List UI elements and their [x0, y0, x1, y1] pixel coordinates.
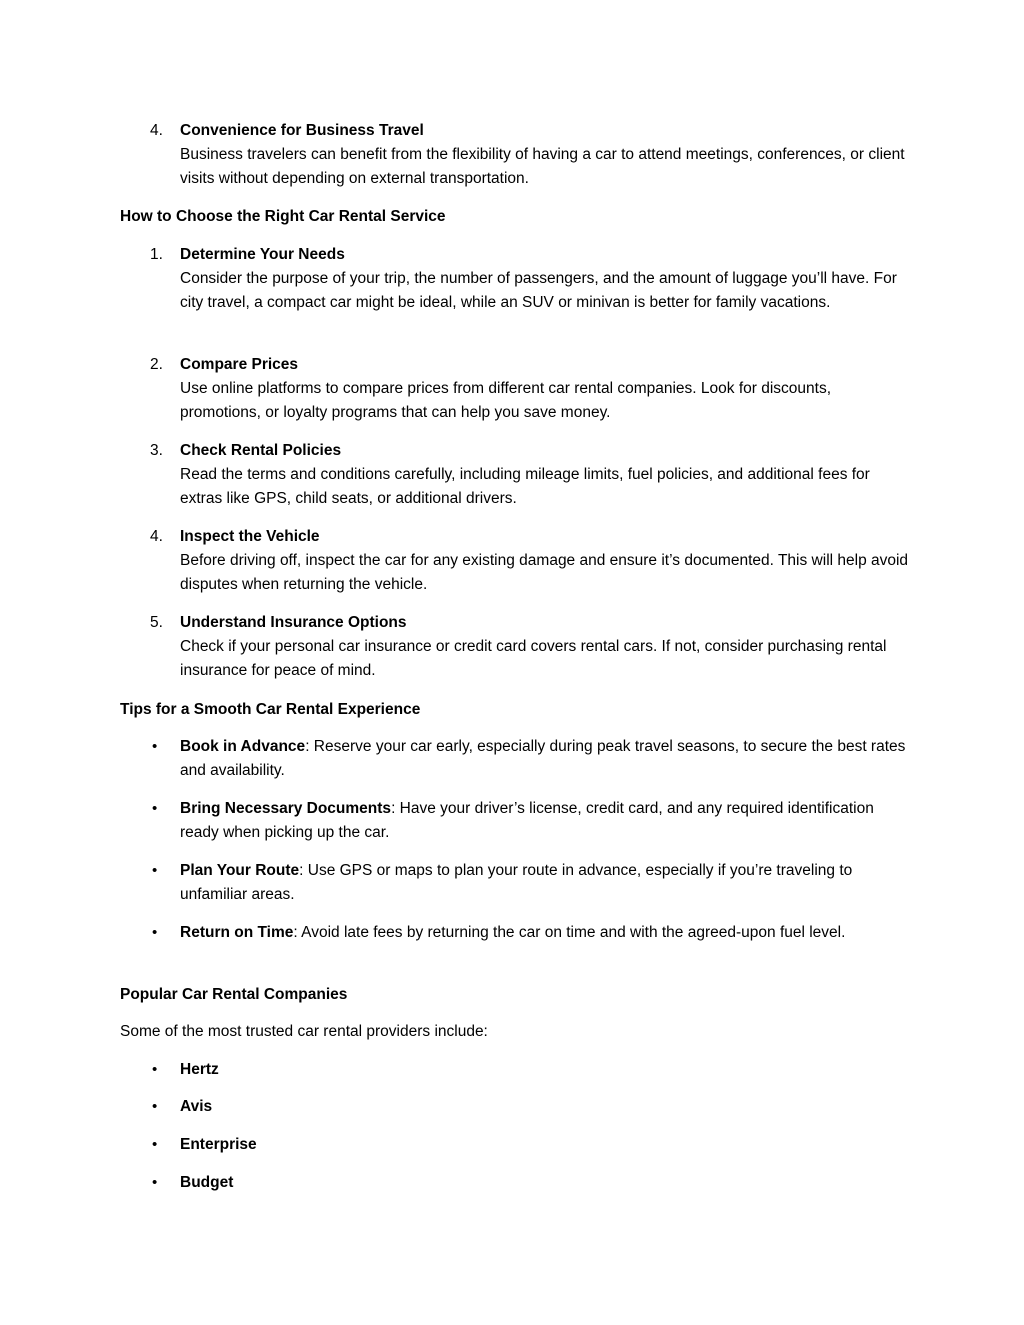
company-name: Avis	[180, 1098, 213, 1115]
item-title: Plan Your Route	[180, 862, 300, 879]
bullet-item	[152, 735, 910, 783]
item-number: 3.	[150, 442, 163, 459]
bullet-item	[152, 921, 910, 945]
item-text: : Have your driver’s license, credit card, and any required identification ready when picking up the car.	[180, 800, 874, 842]
section-heading: Popular Car Rental Companies	[120, 986, 348, 1003]
section-intro: Some of the most trusted car rental providers include:	[120, 1023, 488, 1040]
bullet-icon: •	[152, 1098, 158, 1115]
item-title: Compare Prices	[180, 356, 299, 373]
numbered-item	[150, 243, 910, 316]
bullet-icon: •	[152, 924, 158, 941]
bullet-item	[152, 797, 910, 845]
section-heading: How to Choose the Right Car Rental Service	[120, 208, 446, 225]
bullet-item	[152, 859, 910, 907]
bullet-item	[152, 1095, 910, 1119]
item-title: Bring Necessary Documents	[180, 800, 392, 817]
item-text: Consider the purpose of your trip, the number of passengers, and the amount of luggage you’ll have. For city travel, a compact car might be ideal, while an SUV or minivan is better for family vacations.	[180, 270, 897, 312]
bullet-item	[152, 1171, 910, 1195]
bullet-icon: •	[152, 738, 158, 755]
bullet-icon: •	[152, 1136, 158, 1153]
item-text: : Avoid late fees by returning the car on time and with the agreed-upon fuel level.	[293, 924, 846, 941]
item-title: Understand Insurance Options	[180, 614, 407, 631]
item-text: : Use GPS or maps to plan your route in advance, especially if you’re traveling to unfamiliar areas.	[180, 862, 853, 904]
item-number: 1.	[150, 246, 163, 263]
company-name: Budget	[180, 1174, 234, 1191]
item-text: Use online platforms to compare prices from different car rental companies. Look for discounts, promotions, or loyalty programs that can help you save money.	[180, 380, 832, 422]
numbered-item	[150, 611, 910, 684]
item-number: 4.	[150, 122, 163, 139]
numbered-item	[150, 439, 910, 512]
numbered-item	[150, 525, 910, 598]
bullet-icon: •	[152, 1061, 158, 1078]
item-title: Check Rental Policies	[180, 442, 342, 459]
item-number: 2.	[150, 356, 163, 373]
numbered-item	[150, 119, 910, 192]
section-heading: Tips for a Smooth Car Rental Experience	[120, 701, 421, 718]
item-text: Check if your personal car insurance or credit card covers rental cars. If not, consider purchasing rental insurance for peace of mind.	[180, 638, 887, 680]
item-title: Convenience for Business Travel	[180, 122, 424, 139]
item-title: Determine Your Needs	[180, 246, 345, 263]
item-text: Business travelers can benefit from the flexibility of having a car to attend meetings, conferences, or client visits without depending on external transportation.	[180, 146, 905, 188]
company-name: Enterprise	[180, 1136, 257, 1153]
bullet-icon: •	[152, 1174, 158, 1191]
bullet-item	[152, 1058, 910, 1082]
item-number: 5.	[150, 614, 163, 631]
item-text: Read the terms and conditions carefully, including mileage limits, fuel policies, and additional fees for extras like GPS, child seats, or additional drivers.	[180, 466, 870, 508]
item-text: : Reserve your car early, especially during peak travel seasons, to secure the best rates and availability.	[180, 738, 906, 780]
item-title: Book in Advance	[180, 738, 306, 755]
item-text: Before driving off, inspect the car for any existing damage and ensure it’s documented. This will help avoid disputes when returning the vehicle.	[180, 552, 909, 594]
numbered-item	[150, 353, 910, 426]
bullet-item	[152, 1133, 910, 1157]
bullet-icon: •	[152, 862, 158, 879]
item-title: Inspect the Vehicle	[180, 528, 320, 545]
item-title: Return on Time	[180, 924, 294, 941]
item-number: 4.	[150, 528, 163, 545]
company-name: Hertz	[180, 1061, 219, 1078]
bullet-icon: •	[152, 800, 158, 817]
